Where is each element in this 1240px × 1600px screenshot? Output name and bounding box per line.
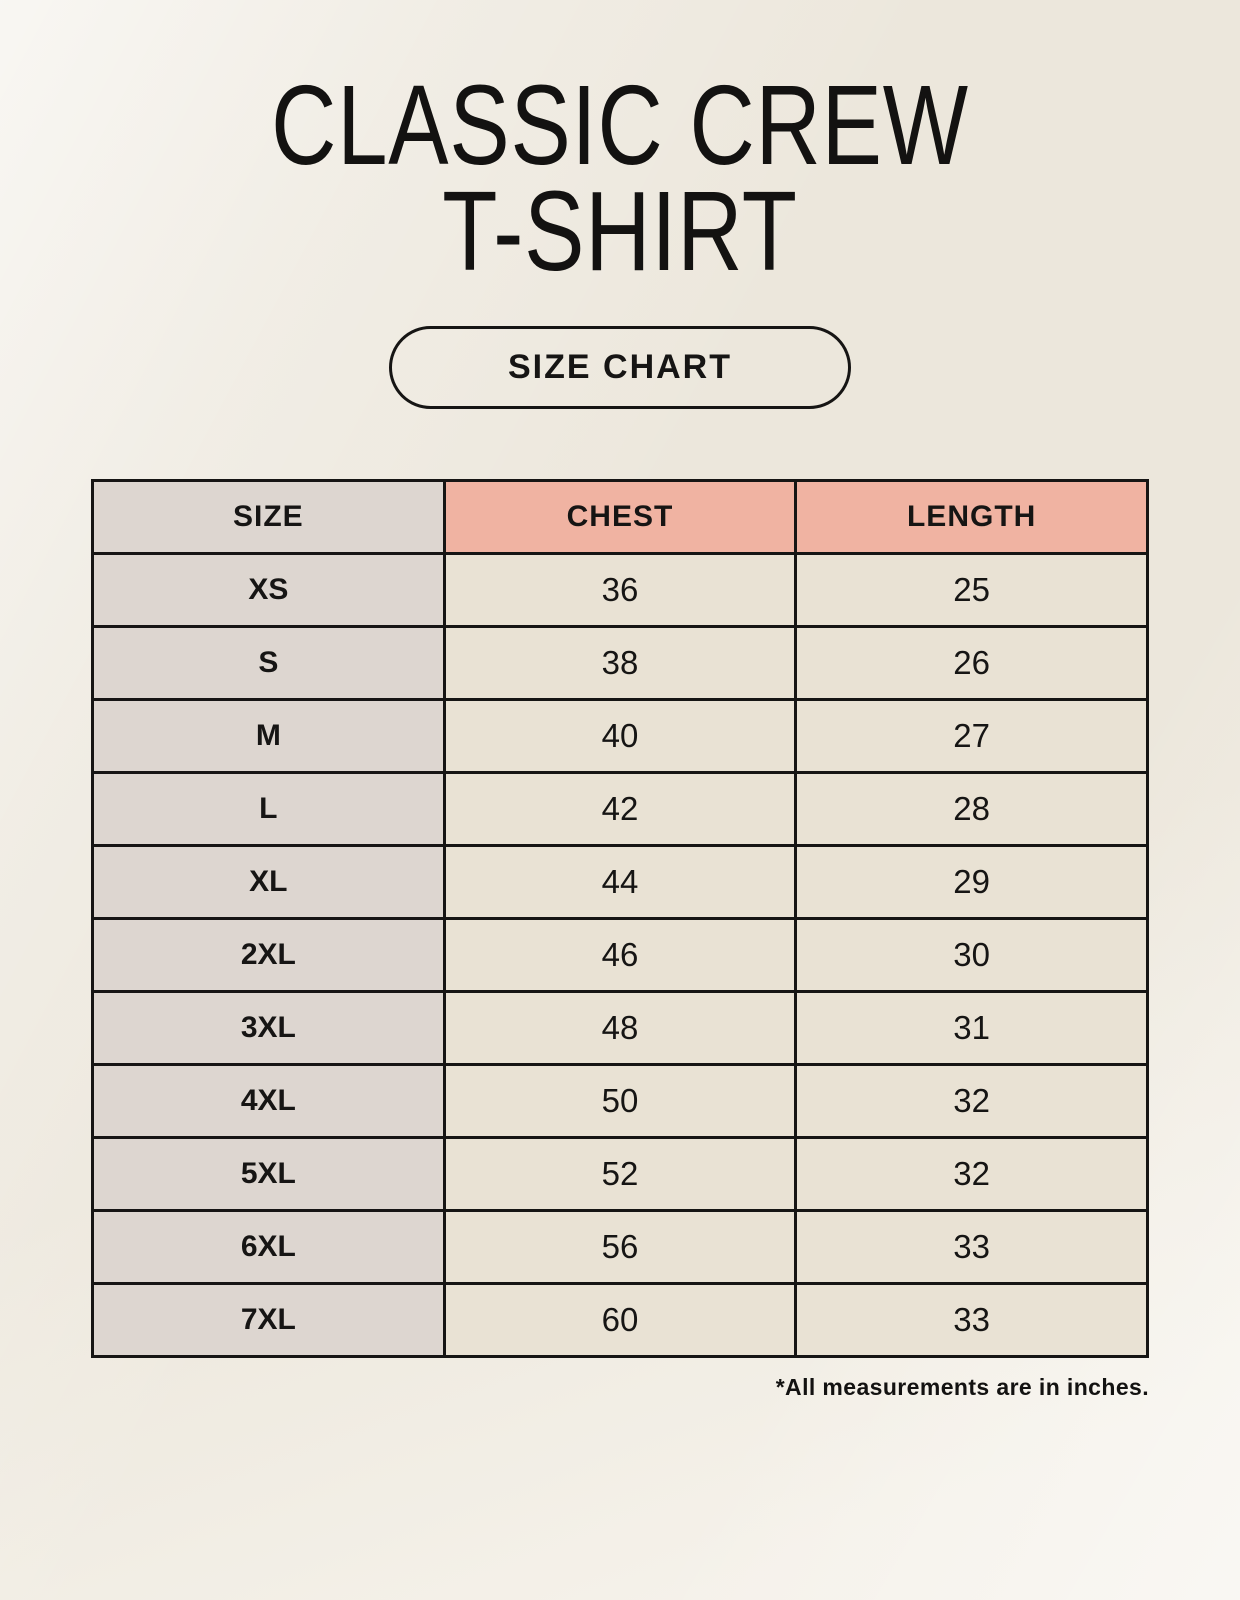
chest-cell: 38 xyxy=(444,627,796,700)
length-cell: 30 xyxy=(796,919,1148,992)
length-cell: 28 xyxy=(796,773,1148,846)
size-cell: 4XL xyxy=(93,1065,445,1138)
chest-cell: 46 xyxy=(444,919,796,992)
chest-cell: 60 xyxy=(444,1284,796,1357)
length-cell: 29 xyxy=(796,846,1148,919)
table-row xyxy=(93,700,1148,773)
size-cell: S xyxy=(93,627,445,700)
table-row xyxy=(93,1065,1148,1138)
table-header-row xyxy=(93,481,1148,554)
page-title xyxy=(124,62,1116,295)
size-cell: 6XL xyxy=(93,1211,445,1284)
page-title-line-2: T-SHIRT xyxy=(442,168,798,295)
length-cell: 33 xyxy=(796,1211,1148,1284)
table-row xyxy=(93,773,1148,846)
table-row xyxy=(93,1211,1148,1284)
size-cell: 5XL xyxy=(93,1138,445,1211)
chest-cell: 50 xyxy=(444,1065,796,1138)
table-row xyxy=(93,554,1148,627)
column-header-length: LENGTH xyxy=(796,481,1148,554)
chest-cell: 48 xyxy=(444,992,796,1065)
table-row xyxy=(93,919,1148,992)
size-cell: XS xyxy=(93,554,445,627)
table-row xyxy=(93,1138,1148,1211)
length-cell: 27 xyxy=(796,700,1148,773)
column-header-chest: CHEST xyxy=(444,481,796,554)
length-cell: 25 xyxy=(796,554,1148,627)
chest-cell: 36 xyxy=(444,554,796,627)
page-title-line-1: CLASSIC CREW xyxy=(271,62,969,188)
chest-cell: 40 xyxy=(444,700,796,773)
table-row xyxy=(93,1284,1148,1357)
length-cell: 32 xyxy=(796,1138,1148,1211)
table-row xyxy=(93,846,1148,919)
column-header-size: SIZE xyxy=(93,481,445,554)
size-cell: 3XL xyxy=(93,992,445,1065)
length-cell: 26 xyxy=(796,627,1148,700)
size-chart-badge-label: SIZE CHART xyxy=(508,348,732,387)
size-cell: XL xyxy=(93,846,445,919)
table-row xyxy=(93,627,1148,700)
size-cell: M xyxy=(93,700,445,773)
chest-cell: 56 xyxy=(444,1211,796,1284)
size-cell: 2XL xyxy=(93,919,445,992)
length-cell: 33 xyxy=(796,1284,1148,1357)
table-row xyxy=(93,992,1148,1065)
size-cell: L xyxy=(93,773,445,846)
length-cell: 31 xyxy=(796,992,1148,1065)
length-cell: 32 xyxy=(796,1065,1148,1138)
size-chart-badge xyxy=(389,326,851,409)
size-chart-table xyxy=(91,479,1149,1358)
chest-cell: 44 xyxy=(444,846,796,919)
chest-cell: 52 xyxy=(444,1138,796,1211)
size-cell: 7XL xyxy=(93,1284,445,1357)
measurements-footnote: *All measurements are in inches. xyxy=(775,1374,1149,1401)
chest-cell: 42 xyxy=(444,773,796,846)
